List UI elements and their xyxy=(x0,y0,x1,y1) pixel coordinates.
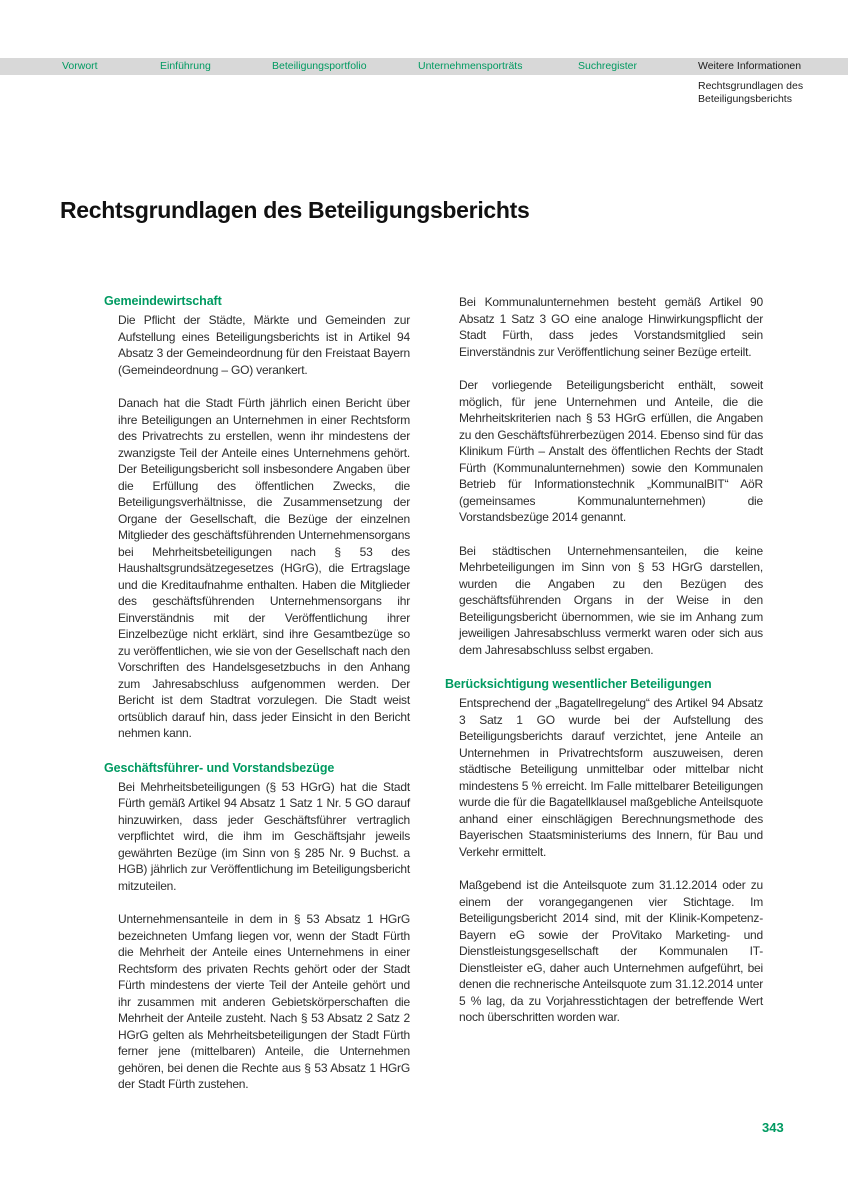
body-paragraph: Der vorliegende Beteiligungsbericht enthält, soweit möglich, für jene Unternehmen und Anteile, die die Mehrheitskriterien nach § 53 HGrG erfüllen, die Angaben zu den Geschäftsführerbezügen 2014. Ebenso sind für das Klinikum Fürth – Anstalt des öffentlichen Rechts der Stadt Fürth (Kommunalunternehmen) sowie den Kommunalen Betrieb für Informationstechnik „KommunalBIT“ AöR (gemeinsames Kommunalunternehmen) die Vorstandsbezüge 2014 genannt. xyxy=(459,378,763,524)
section-breadcrumb-line2: Beteiligungsberichts xyxy=(698,93,792,105)
top-navigation-bar xyxy=(0,58,848,75)
section-heading-gemeindewirtschaft: Gemeindewirtschaft xyxy=(104,294,222,308)
nav-item-unternehmensportraets[interactable]: Unternehmensporträts xyxy=(418,60,523,72)
page-title: Rechtsgrundlagen des Beteiligungsberichts xyxy=(60,197,530,223)
body-paragraph: Bei Kommunalunternehmen besteht gemäß Artikel 90 Absatz 1 Satz 3 GO eine analoge Hinwirkungspflicht der Stadt Fürth, dass jedes Vorstandsmitglied sein Einverständnis zur Veröffentlichung seiner Bezüge erteilt. xyxy=(459,295,763,359)
body-paragraph: Entsprechend der „Bagatellregelung“ des Artikel 94 Absatz 3 Satz 1 GO wurde bei der Aufstellung des Beteiligungsberichts darauf verzichtet, jene Anteile an Unternehmen in Privatrechtsform auszuweisen, deren städtische Beteiligung unmittelbar oder mittelbar nicht mindestens 5 % erreicht. Im Falle mittelbarer Beteiligungen wurde die für die Bagatellklausel maßgebliche Anteilsquote anhand einer einschlägigen Berechnungsmethode des Bayerischen Staatsministeriums des Innern, für Bau und Verkehr ermittelt. xyxy=(459,696,763,859)
body-paragraph: Unternehmensanteile in dem in § 53 Absatz 1 HGrG bezeichneten Umfang liegen vor, wenn der Stadt Fürth die Mehrheit der Anteile eines Unternehmens in einer Rechtsform des privaten Rechts gehört oder der Stadt Fürth mindestens der vierte Teil der Anteile gehört und ihr zusammen mit anderen Gebietskörperschaften die Mehrheit der Anteile zusteht. Nach § 53 Absatz 2 Satz 2 HGrG gelten als Mehrheitsbeteiligungen der Stadt Fürth ferner jene (mittelbaren) Anteile, die Unternehmen gehören, bei denen die Rechte aus § 53 Absatz 1 HGrG der Stadt Fürth zustehen. xyxy=(118,912,410,1091)
section-breadcrumb xyxy=(698,80,803,106)
body-paragraph: Maßgebend ist die Anteilsquote zum 31.12.2014 oder zu einem der vorangegangenen vier Stichtage. Im Beteiligungsbericht 2014 sind, mit der Klinik-Kompetenz-Bayern eG sowie der ProVitako Marketing- und Dienstleistungsgesellschaft der Kommunalen IT-Dienstleister eG, daher auch Unternehmen aufgeführt, bei denen die rechnerische Anteilsquote zum 31.12.2014 unter 5 % lag, da zu Vorjahresstichtagen der betreffende Wert noch überschritten worden war. xyxy=(459,878,763,1024)
body-paragraph: Bei städtischen Unternehmensanteilen, die keine Mehrbeteiligungen im Sinn von § 53 HGrG darstellen, wurden die Angaben zu den Bezügen des geschäftsführenden Organs in der Weise in den Beteiligungsbericht übernommen, wie sie im Anhang zum jeweiligen Jahresabschluss vermerkt waren oder sich aus dem Jahresabschluss selbst ergaben. xyxy=(459,543,763,657)
text-column-right xyxy=(445,294,763,1043)
section-heading-geschaeftsfuehrer-vorstandsbezuege: Geschäftsführer- und Vorstandsbezüge xyxy=(104,760,335,775)
body-paragraph: Bei Mehrheitsbeteiligungen (§ 53 HGrG) hat die Stadt Fürth gemäß Artikel 94 Absatz 1 Satz 1 Nr. 5 GO darauf hinzuwirken, dass jeder Geschäftsführer vertraglich verpflichtet wird, die ihm im Geschäftsjahr jeweils gewährten Bezüge (im Sinn von § 285 Nr. 9 Buchst. a HGB) jährlich zur Veröffentlichung im Beteiligungsbericht mitzuteilen. xyxy=(118,779,410,893)
section-breadcrumb-line1: Rechtsgrundlagen des xyxy=(698,80,804,92)
text-column-left xyxy=(104,294,410,1110)
nav-item-beteiligungsportfolio[interactable]: Beteiligungsportfolio xyxy=(272,60,367,72)
body-paragraph: Die Pflicht der Städte, Märkte und Gemeinden zur Aufstellung eines Beteiligungsberichts ist in Artikel 94 Absatz 3 der Gemeindeordnung für den Freistaat Bayern (Gemeindeordnung – GO) verankert. xyxy=(118,313,410,377)
nav-item-einfuehrung[interactable]: Einführung xyxy=(160,60,211,72)
nav-item-vorwort[interactable]: Vorwort xyxy=(62,60,98,72)
nav-item-suchregister[interactable]: Suchregister xyxy=(578,60,637,72)
page-number: 343 xyxy=(762,1120,784,1135)
section-heading-beruecksichtigung-wesentlicher-beteiligungen: Berücksichtigung wesentlicher Beteiligungen xyxy=(445,677,712,691)
nav-item-weitere-informationen-active[interactable]: Weitere Informationen xyxy=(698,60,802,72)
body-paragraph: Danach hat die Stadt Fürth jährlich einen Bericht über ihre Beteiligungen an Unternehmen in einer Rechtsform des Privatrechts zu erstellen, wenn ihr mindestens der zwanzigste Teil der Anteile eines Unternehmens gehört. Der Beteiligungsbericht soll insbesondere Angaben über die Erfüllung des öffentlichen Zwecks, die Beteiligungsverhältnisse, die Zusammensetzung der Organe der Gesellschaft, die Bezüge der einzelnen Mitglieder des geschäftsführenden Unternehmensorgans bei Mehrheitsbeteiligungen nach § 53 des Haushaltsgrundsätzegesetzes (HGrG), die Ertragslage und die Kreditaufnahme enthalten. Haben die Mitglieder des geschäftsführenden Unternehmensorgans ihr Einverständnis mit der Veröffentlichung ihrer Einzelbezüge nicht erklärt, sind ihre Gesamtbezüge so zu veröffentlichen, wie sie von der Gesellschaft nach den Vorschriften des Handelsgesetzbuchs in den Anhang zum Jahresabschluss aufgenommen werden. Der Bericht ist dem Stadtrat vorzulegen. Die Stadt weist ortsüblich darauf hin, dass jeder Einsicht in den Bericht nehmen kann. xyxy=(118,396,410,740)
